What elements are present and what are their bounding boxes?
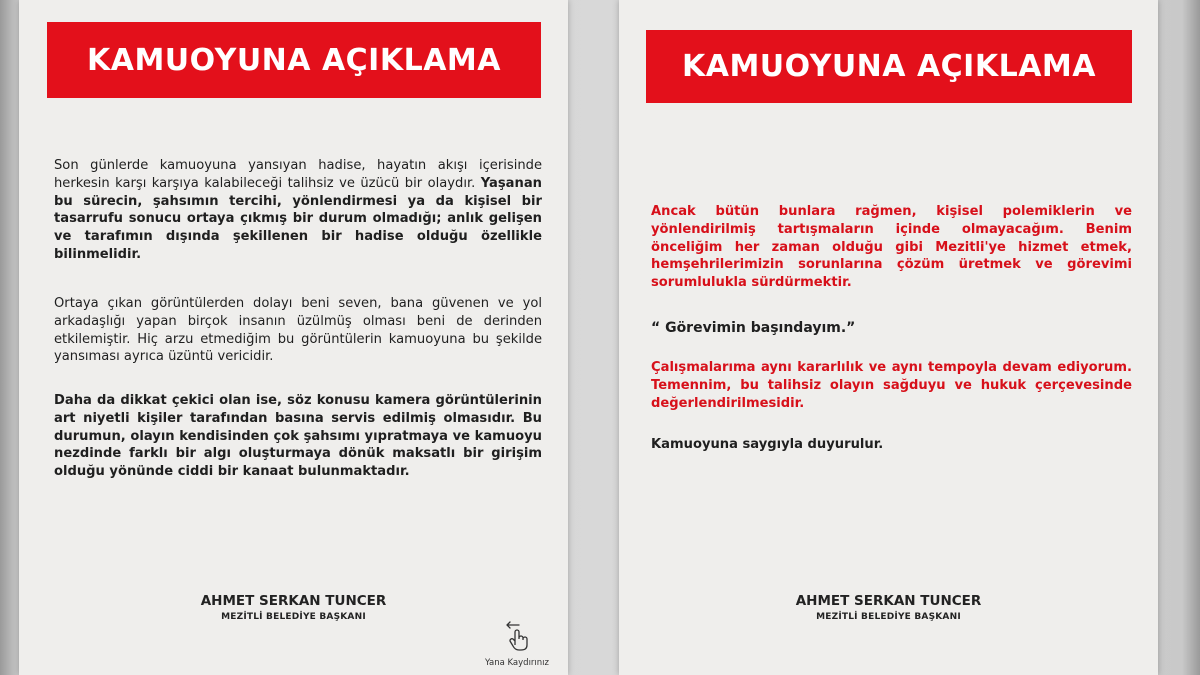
paragraph-1-intro: Son günlerde kamuoyuna yansıyan hadise, hayatın akışı içerisinde herkesin karşı karşıya kalabileceği talihsiz ve üzücü bir olaydır. <box>54 158 542 191</box>
quote: “ Görevimin başındayım.” <box>651 320 856 336</box>
swipe-label: Yana Kaydırınız <box>484 658 549 668</box>
paragraph-3: Kamuoyuna saygıyla duyurulur. <box>651 437 884 452</box>
swipe-hand-icon <box>504 637 530 656</box>
paragraph-3: Daha da dikkat çekici olan ise, söz konusu kamera görüntülerinin art niyetli kişiler tarafından basına servis edilmiş olmasıdır. Bu durumun, olayın kendisinden çok şahsımı yıpratmaya ve kamuoyu nezdinde farklı bir algı oluşturmaya dönük maksatlı bir girişim olduğu yönünde ciddi bir kanaat bulunmaktadır. <box>54 393 542 480</box>
signature-name: AHMET SERKAN TUNCER <box>795 593 982 609</box>
statement-page-2 <box>619 0 1158 675</box>
swipe-hint[interactable] <box>475 618 559 668</box>
signature-name: AHMET SERKAN TUNCER <box>200 593 387 609</box>
headline-banner: KAMUOYUNA AÇIKLAMA <box>47 22 541 98</box>
signature-title: MEZİTLİ BELEDİYE BAŞKANI <box>816 612 961 622</box>
paragraph-1: Ancak bütün bunlara rağmen, kişisel polemiklerin ve yönlendirilmiş tartışmaların içinde olmayacağım. Benim önceliğim her zaman olduğu gibi Mezitli'ye hizmet etmek, hemşehrilerimizin sorunlarına çözüm üretmek ve görevimi sorumlulukla sürdürmektir. <box>651 204 1132 291</box>
headline-banner: KAMUOYUNA AÇIKLAMA <box>646 30 1132 103</box>
paragraph-1-emphasis: Yaşanan bu sürecin, şahsımın tercihi, yönlendirmesi ya da kişisel bir tasarrufu sonucu ortaya çıkmış bir durum olmadığı; anlık gelişen ve tarafımın dışında şekillenen bir hadise olduğu özellikle bilinmelidir. <box>54 175 542 262</box>
paragraph-1 <box>54 157 542 264</box>
paragraph-2: Ortaya çıkan görüntülerden dolayı beni seven, bana güvenen ve yol arkadaşlığı yapan birçok insanın üzülmüş olması beni de derinden etkilemiştir. Hiç arzu etmediğim bu görüntülerin kamuoyuna bu şekilde yansıması ayrıca üzüntü vericidir. <box>54 296 542 365</box>
statement-page-1 <box>19 0 568 675</box>
signature-title: MEZİTLİ BELEDİYE BAŞKANI <box>221 612 366 622</box>
paragraph-2: Çalışmalarıma aynı kararlılık ve aynı tempoyla devam ediyorum. Temennim, bu talihsiz olayın sağduyu ve hukuk çerçevesinde değerlendirilmesidir. <box>651 360 1132 411</box>
